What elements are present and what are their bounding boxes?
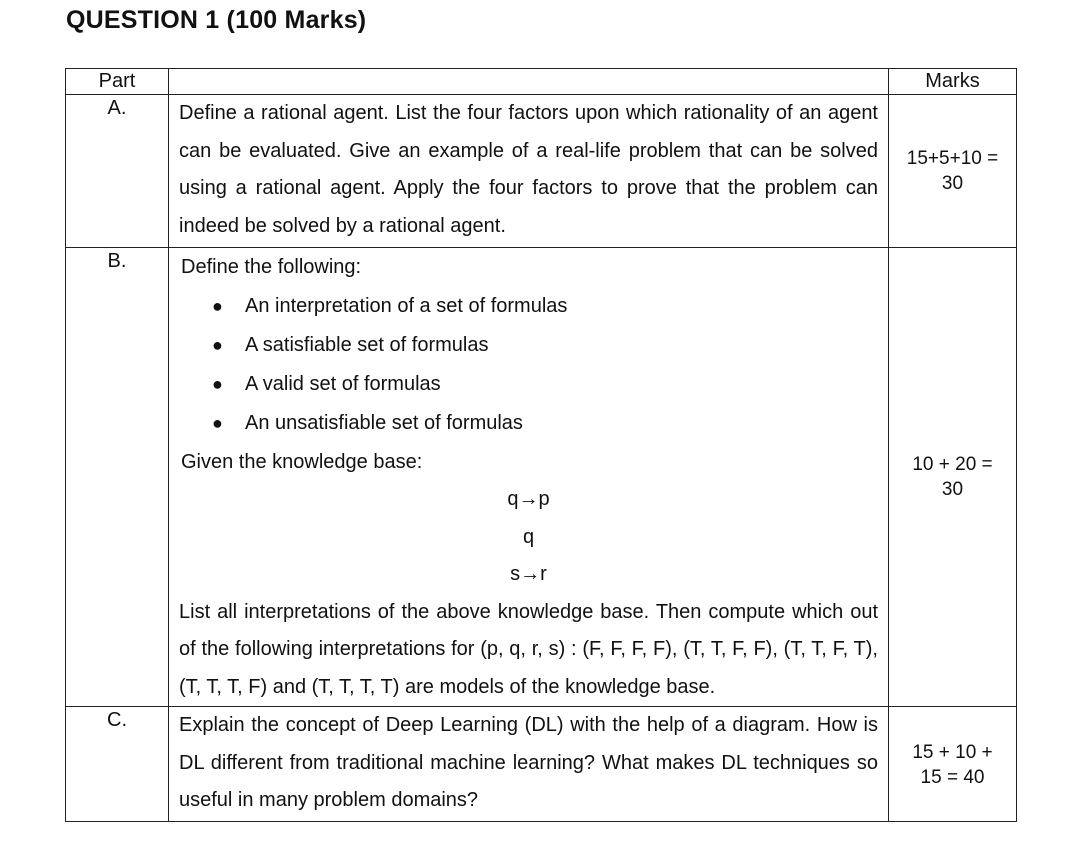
page-title: QUESTION 1 (100 Marks) xyxy=(66,6,367,34)
marks-a-line2: 30 xyxy=(941,173,964,194)
question-paragraph-b: List all interpretations of the above knowledge base. Then compute which out of the following interpretations for (p, q, r, s) : (F, F, F, F), (T, T, F, F), (T, T, F, T), (T, T, T, F) and (T, T, T, T) are models of the knowledge base. xyxy=(179,600,878,698)
part-label-c: C. xyxy=(66,707,169,822)
marks-b-line2: 30 xyxy=(941,479,964,500)
question-text-c xyxy=(169,707,889,822)
list-item xyxy=(179,287,878,326)
part-label-b: B. xyxy=(66,248,169,707)
kb-formula-1: q→p xyxy=(507,488,550,510)
table-row-b xyxy=(66,248,1017,707)
header-part: Part xyxy=(66,69,169,95)
list-item xyxy=(179,365,878,404)
bullet-icon: ● xyxy=(212,334,223,355)
definition-item-2: A satisfiable set of formulas xyxy=(245,333,489,356)
definition-item-1: An interpretation of a set of formulas xyxy=(245,294,568,317)
marks-c-line2: 15 = 40 xyxy=(920,767,985,788)
definition-item-3: A valid set of formulas xyxy=(245,372,441,395)
header-question xyxy=(169,69,889,95)
header-marks: Marks xyxy=(889,69,1017,95)
definition-item-4: An unsatisfiable set of formulas xyxy=(245,411,523,434)
marks-c xyxy=(889,707,1017,822)
bullet-icon: ● xyxy=(212,295,223,316)
marks-b xyxy=(889,248,1017,707)
marks-c-line1: 15 + 10 + xyxy=(912,742,993,763)
question-paragraph-c: Explain the concept of Deep Learning (DL) with the help of a diagram. How is DL different from traditional machine learning? What makes DL techniques so useful in many problem domains? xyxy=(179,714,878,811)
kb-formula-3: s→r xyxy=(510,563,547,585)
question-text-b xyxy=(169,248,889,707)
kb-formula-2: q xyxy=(522,525,535,548)
marks-a-line1: 15+5+10 = xyxy=(906,148,999,169)
question-text-a xyxy=(169,95,889,248)
marks-a xyxy=(889,95,1017,248)
bullet-icon: ● xyxy=(212,412,223,433)
marks-b-line1: 10 + 20 = xyxy=(912,454,993,475)
table-header-row xyxy=(66,69,1017,95)
question-paragraph-a: Define a rational agent. List the four factors upon which rationality of an agent can be evaluated. Give an example of a real-life problem that can be solved using a rational agent. Apply the four factors to prove that the problem can indeed be solved by a rational agent. xyxy=(179,102,878,237)
bullet-icon: ● xyxy=(212,373,223,394)
table-row-a xyxy=(66,95,1017,248)
definition-list xyxy=(179,287,878,443)
define-intro: Define the following: xyxy=(181,256,362,278)
part-label-a: A. xyxy=(66,95,169,248)
list-item xyxy=(179,404,878,443)
question-table xyxy=(65,68,1017,822)
kb-intro: Given the knowledge base: xyxy=(181,450,423,473)
list-item xyxy=(179,326,878,365)
table-row-c xyxy=(66,707,1017,822)
